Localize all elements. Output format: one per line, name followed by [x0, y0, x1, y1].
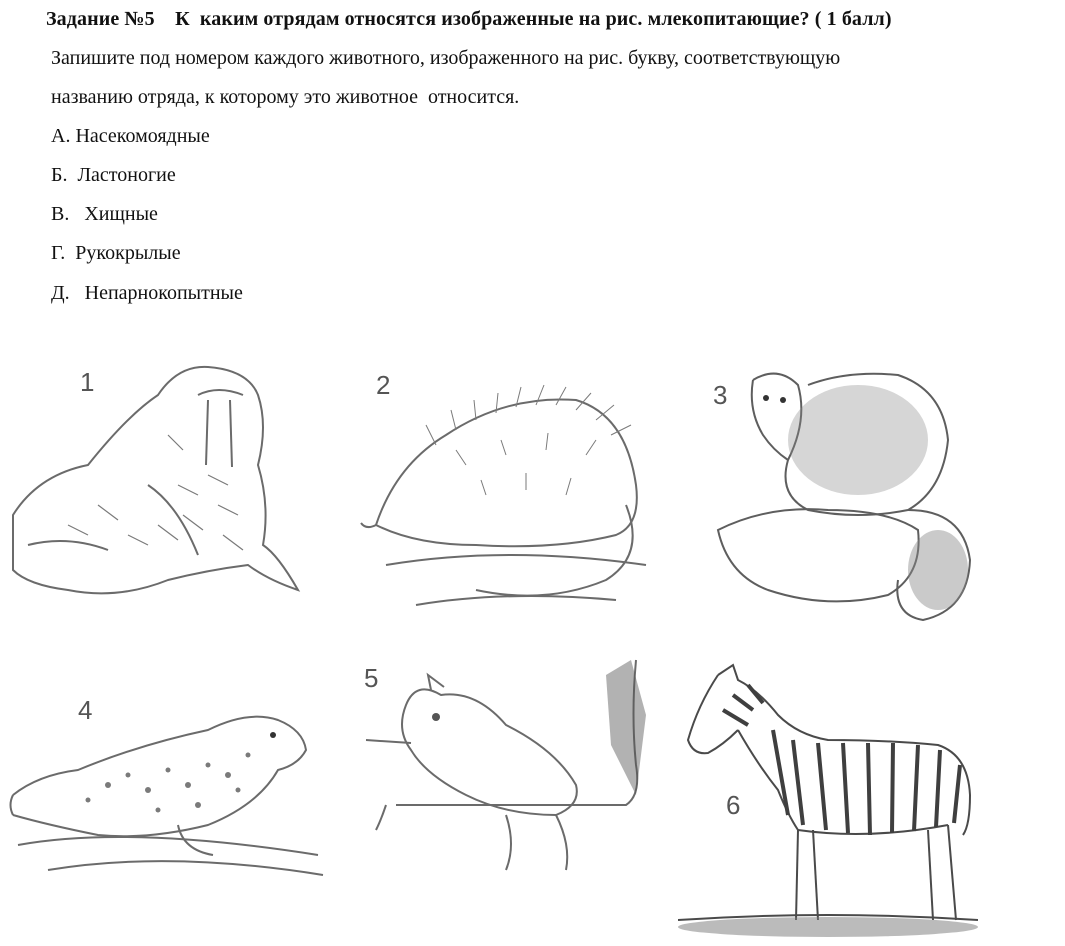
- animals-figure: [8, 355, 978, 940]
- figure-panel-2: [356, 355, 656, 625]
- instruction-line-1: Запишите под номером каждого животного, изображенного на рис. букву, соответствующую: [51, 47, 841, 69]
- insectivore-illustration: [356, 355, 656, 625]
- option-v: В. Хищные: [51, 203, 158, 225]
- animal-number-6: 6: [726, 790, 741, 820]
- zebra-illustration: [678, 655, 978, 940]
- animal-number-1: 1: [80, 367, 95, 397]
- task-title: Задание №5 К каким отрядам относятся изображенные на рис. млекопитающие? ( 1 балл): [46, 8, 892, 30]
- figure-panel-5: [356, 655, 656, 875]
- instruction-line-2: названию отряда, к которому это животное относится.: [51, 86, 520, 108]
- figure-panel-1: [8, 355, 308, 605]
- seal-illustration: [8, 675, 328, 885]
- animal-number-2: 2: [376, 370, 391, 400]
- animal-number-3: 3: [713, 380, 728, 410]
- option-d: Д. Непарнокопытные: [51, 282, 243, 304]
- walrus-illustration: [8, 355, 308, 605]
- option-b: Б. Ластоногие: [51, 164, 176, 186]
- animal-number-4: 4: [78, 695, 93, 725]
- bat-illustration: [356, 655, 656, 875]
- figure-panel-4: [8, 675, 328, 885]
- figure-panel-3: [708, 360, 978, 630]
- marten-illustration: [708, 360, 978, 630]
- option-g: Г. Рукокрылые: [51, 242, 181, 264]
- animal-number-5: 5: [364, 663, 379, 693]
- figure-panel-6: [678, 655, 978, 940]
- option-a: А. Насекомоядные: [51, 125, 210, 147]
